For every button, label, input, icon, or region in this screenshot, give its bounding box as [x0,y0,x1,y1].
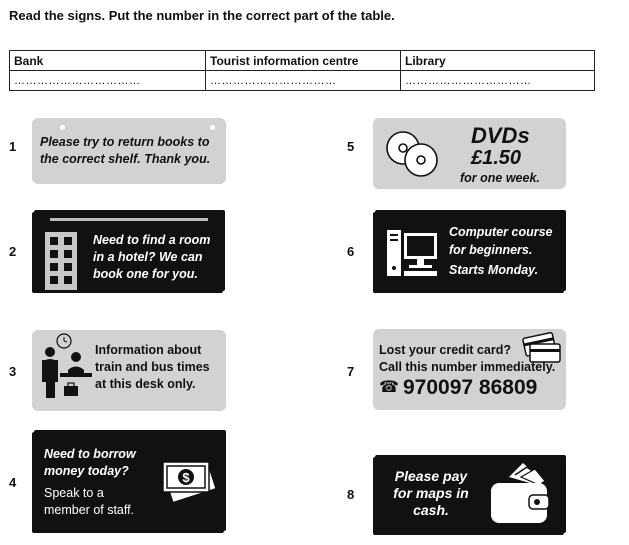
sign-number-7: 7 [347,364,355,379]
hanging-hole [60,125,65,130]
sign-number-8: 8 [347,487,355,502]
sign-3-line-2: train and bus times [95,360,210,374]
sign-2-line-2: in a hotel? We can [93,250,203,264]
sign-8-line-1: Please pay [394,468,468,484]
sign-7-line-1: Lost your credit card? [379,343,511,357]
sign-6 [373,210,566,293]
table-header-bank: Bank [10,51,206,71]
banknotes-icon [160,458,218,506]
sign-4-line-1: Need to borrow [44,447,136,461]
sign-2-line-1: Need to find a room [93,233,211,247]
sign-4-line-3: Speak to a [44,486,104,500]
sign-8 [373,455,566,535]
sign-6-line-2: for beginners. [449,243,533,257]
sign-8-line-2: for maps in [393,485,469,501]
sign-5-price: £1.50 [471,147,522,169]
sign-1-line-1: Please try to return books to [40,135,210,149]
sign-5-title: DVDs [471,123,530,148]
sign-4 [32,430,226,533]
answer-table [9,50,595,91]
sign-number-3: 3 [9,364,17,379]
sign-number-6: 6 [347,244,355,259]
sign-7-line-2: Call this number immediately. [379,360,556,374]
divider-bar [50,218,208,221]
sign-number-1: 1 [9,139,17,154]
discs-icon [385,128,439,178]
wallet-icon [487,461,553,525]
building-icon [45,232,77,290]
svg-text:$: $ [182,470,190,485]
table-header-tourist: Tourist information centre [206,51,401,71]
sign-3-line-3: at this desk only. [95,377,196,391]
sign-4-line-4: member of staff. [44,503,135,517]
sign-4-line-2: money today? [44,464,129,478]
sign-3 [32,330,226,411]
sign-6-line-3: Starts Monday. [449,263,539,277]
sign-number-4: 4 [9,475,17,490]
phone-icon: ☎ [379,379,399,396]
table-blank-bank[interactable]: …………………………… [10,71,206,91]
sign-number-2: 2 [9,244,17,259]
sign-2 [32,210,225,293]
computer-icon [387,230,439,276]
sign-3-line-1: Information about [95,343,202,357]
instruction-text: Read the signs. Put the number in the correct part of the table. [9,8,395,23]
table-header-library: Library [401,51,595,71]
sign-5-sub: for one week. [460,171,540,185]
sign-1 [32,118,226,184]
sign-6-line-1: Computer course [449,225,553,239]
desk-clerk-icon [38,332,94,398]
hanging-hole [210,125,215,130]
sign-8-line-3: cash. [413,502,449,518]
table-blank-tourist[interactable]: …………………………… [206,71,401,91]
sign-5 [373,118,566,189]
sign-7 [373,329,566,410]
table-blank-library[interactable]: …………………………… [401,71,595,91]
sign-1-line-2: the correct shelf. Thank you. [40,152,211,166]
sign-7-phone: 970097 86809 [403,376,538,399]
sign-number-5: 5 [347,139,355,154]
sign-2-line-3: book one for you. [93,267,198,281]
